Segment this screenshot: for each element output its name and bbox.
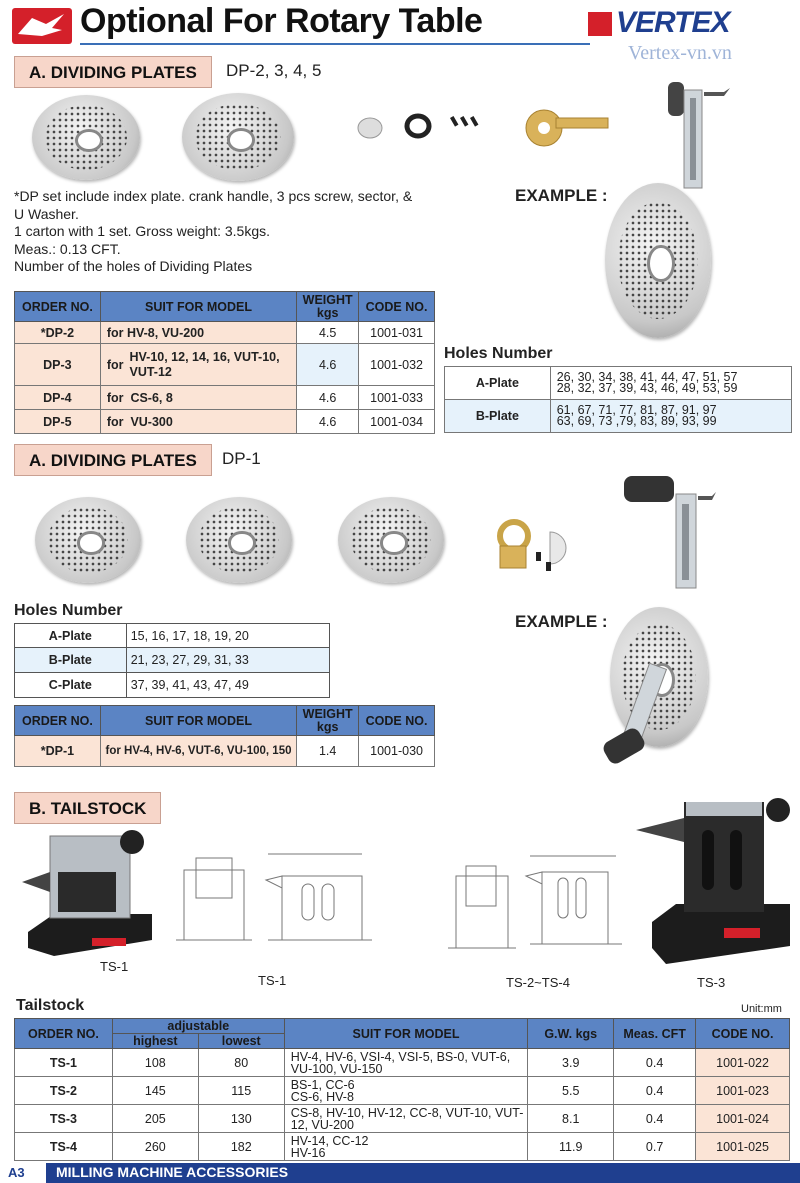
order-no: TS-1 <box>15 1049 113 1077</box>
col-header: WEIGHT kgs <box>297 706 359 736</box>
code-no: 1001-031 <box>359 322 435 344</box>
brand-logo-icon <box>588 12 612 36</box>
col-header: SUIT FOR MODEL <box>284 1019 528 1049</box>
table-row <box>15 344 435 386</box>
table-row <box>15 1049 790 1077</box>
page-title: Optional For Rotary Table <box>80 2 483 40</box>
plate-holes <box>550 367 791 400</box>
model <box>284 1077 528 1105</box>
model-line: HV-16 <box>290 1145 326 1160</box>
meas: 0.7 <box>614 1133 696 1161</box>
plate-label: B-Plate <box>15 648 127 673</box>
caption: TS-3 <box>697 975 726 990</box>
model-line: HV-4, HV-6, VSI-4, VSI-5, BS-0, VUT-6, <box>290 1049 511 1064</box>
weight: 4.6 <box>297 386 359 410</box>
plate-label: A-Plate <box>445 367 551 400</box>
weight: 4.5 <box>297 322 359 344</box>
section-a2-models: DP-1 <box>222 449 261 468</box>
code-no: 1001-030 <box>359 736 435 767</box>
model-line: VU-100, VU-150 <box>290 1061 383 1076</box>
code-no: 1001-024 <box>696 1105 790 1133</box>
table-row <box>15 386 435 410</box>
highest: 145 <box>112 1077 198 1105</box>
table-row <box>15 624 330 648</box>
dp1-table <box>14 705 435 767</box>
code-no: 1001-032 <box>359 344 435 386</box>
code-no: 1001-022 <box>696 1049 790 1077</box>
col-header: Meas. CFT <box>614 1019 696 1049</box>
highest: 108 <box>112 1049 198 1077</box>
example-crank-image <box>598 660 688 770</box>
col-header: highest <box>112 1034 198 1049</box>
example-label: EXAMPLE : <box>515 186 608 205</box>
dividing-plate-image <box>182 93 294 181</box>
plate-holes: 21, 23, 27, 29, 31, 33 <box>126 648 329 673</box>
section-a1-models: DP-2, 3, 4, 5 <box>226 61 322 80</box>
holes-line: 28, 32, 37, 39, 43, 46, 49, 53, 59 <box>556 381 738 395</box>
col-header: ORDER NO. <box>15 292 101 322</box>
caption: TS-1 <box>100 959 129 974</box>
order-no: TS-4 <box>15 1133 113 1161</box>
model-text: CS-6, 8 <box>130 390 173 405</box>
model: for HV-4, HV-6, VUT-6, VU-100, 150 <box>100 736 296 767</box>
model-line: CS-6, HV-8 <box>290 1089 354 1104</box>
plate-label: B-Plate <box>445 400 551 433</box>
gw: 3.9 <box>528 1049 614 1077</box>
holes-number-title: Holes Number <box>14 602 123 619</box>
plate-holes: 37, 39, 41, 43, 47, 49 <box>126 673 329 698</box>
table-row <box>15 322 435 344</box>
plate-holes: 15, 16, 17, 18, 19, 20 <box>126 624 329 648</box>
sector-image <box>490 512 590 578</box>
col-header: ORDER NO. <box>15 706 101 736</box>
col-header: lowest <box>198 1034 284 1049</box>
model-prefix: for <box>106 325 124 340</box>
order-no: DP-3 <box>15 344 101 386</box>
model <box>100 344 296 386</box>
table-row <box>15 410 435 434</box>
order-no: DP-5 <box>15 410 101 434</box>
dp-table <box>14 291 435 434</box>
brand-name: VERTEX <box>616 6 730 39</box>
code-no: 1001-025 <box>696 1133 790 1161</box>
section-a1-tag: A. DIVIDING PLATES <box>14 56 212 88</box>
meas: 0.4 <box>614 1049 696 1077</box>
footer-text: MILLING MACHINE ACCESSORIES <box>56 1164 289 1180</box>
model-line: 12, VU-200 <box>290 1117 354 1132</box>
lowest: 115 <box>198 1077 284 1105</box>
table-row <box>15 736 435 767</box>
example-label: EXAMPLE : <box>515 612 608 631</box>
dividing-plate-image <box>186 497 292 583</box>
example-plate-image <box>605 183 711 338</box>
tailstock-photo <box>14 828 158 958</box>
crank-handle-image <box>660 80 740 200</box>
brand-site: Vertex-vn.vn <box>628 42 732 64</box>
page-number: A3 <box>8 1165 25 1180</box>
highest: 260 <box>112 1133 198 1161</box>
crank-handle-image <box>618 474 718 594</box>
plate-label: A-Plate <box>15 624 127 648</box>
ts3-photo <box>630 796 794 972</box>
table-row <box>15 1077 790 1105</box>
meas: 0.4 <box>614 1105 696 1133</box>
gw: 5.5 <box>528 1077 614 1105</box>
col-header: adjustable <box>112 1019 284 1034</box>
order-no: DP-4 <box>15 386 101 410</box>
table-row <box>15 1105 790 1133</box>
model <box>284 1049 528 1077</box>
col-header: WEIGHT kgs <box>297 292 359 322</box>
weight: 4.6 <box>297 344 359 386</box>
col-header: G.W. kgs <box>528 1019 614 1049</box>
table-row <box>15 673 330 698</box>
model <box>100 410 296 434</box>
lowest: 182 <box>198 1133 284 1161</box>
holes-line: 26, 30, 34, 38, 41, 44, 47, 51, 57 <box>556 370 738 384</box>
code-no: 1001-033 <box>359 386 435 410</box>
table-row <box>445 367 792 400</box>
lowest: 80 <box>198 1049 284 1077</box>
weight: 4.6 <box>297 410 359 434</box>
code-no: 1001-034 <box>359 410 435 434</box>
tailstock-table-title: Tailstock <box>16 997 85 1014</box>
model-line: BS-1, CC-6 <box>290 1077 355 1092</box>
model <box>284 1105 528 1133</box>
gw: 8.1 <box>528 1105 614 1133</box>
caption: TS-2~TS-4 <box>506 975 570 990</box>
dividing-plate-image <box>35 497 141 583</box>
desc-line: U Washer. <box>14 205 79 222</box>
accessories-image <box>350 108 490 148</box>
unit-label: Unit:mm <box>741 1003 782 1015</box>
col-header: CODE NO. <box>696 1019 790 1049</box>
highest: 205 <box>112 1105 198 1133</box>
desc-line: Meas.: 0.13 CFT. <box>14 240 121 257</box>
order-no: *DP-2 <box>15 322 101 344</box>
model-prefix: for <box>106 357 124 372</box>
ts1-drawing <box>172 840 382 960</box>
table-row <box>15 648 330 673</box>
model-prefix: for <box>106 414 124 429</box>
model-line: HV-14, CC-12 <box>290 1133 369 1148</box>
desc-line: Number of the holes of Dividing Plates <box>14 258 253 274</box>
col-header: ORDER NO. <box>15 1019 113 1049</box>
meas: 0.4 <box>614 1077 696 1105</box>
sector-image <box>522 104 612 150</box>
tailstock-table <box>14 1018 790 1161</box>
col-header: CODE NO. <box>359 292 435 322</box>
section-b-tag: B. TAILSTOCK <box>14 792 161 824</box>
model <box>100 322 296 344</box>
plate-holes <box>550 400 791 433</box>
eagle-icon <box>12 8 72 44</box>
holes-line: 63, 69, 73 ,79, 83, 89, 93, 99 <box>556 414 717 428</box>
model-prefix: for <box>106 390 124 405</box>
model-text: VU-300 <box>130 414 173 429</box>
table-row <box>15 1133 790 1161</box>
holes-table-a1 <box>444 366 792 433</box>
model <box>284 1133 528 1161</box>
dividing-plate-image <box>338 497 444 583</box>
caption: TS-1 <box>258 973 287 988</box>
col-header: CODE NO. <box>359 706 435 736</box>
section-a2-tag: A. DIVIDING PLATES <box>14 444 212 476</box>
plate-label: C-Plate <box>15 673 127 698</box>
model-text: HV-10, 12, 14, 16, VUT-10, VUT-12 <box>129 349 280 379</box>
desc-line: 1 carton with 1 set. Gross weight: 3.5kgs. <box>14 223 271 239</box>
holes-line: 61, 67, 71, 77, 81, 87, 91, 97 <box>556 403 717 417</box>
desc-line: *DP set include index plate. crank handle, 3 pcs screw, sector, & <box>14 188 413 204</box>
col-header: SUIT FOR MODEL <box>100 292 296 322</box>
company-logo <box>12 8 72 44</box>
order-no: *DP-1 <box>15 736 101 767</box>
dividing-plate-image <box>32 95 140 180</box>
holes-table-a2 <box>14 623 330 698</box>
table-row <box>445 400 792 433</box>
code-no: 1001-023 <box>696 1077 790 1105</box>
model <box>100 386 296 410</box>
title-rule <box>80 43 590 45</box>
col-header: SUIT FOR MODEL <box>100 706 296 736</box>
order-no: TS-3 <box>15 1105 113 1133</box>
section-a1-description <box>14 188 444 276</box>
lowest: 130 <box>198 1105 284 1133</box>
order-no: TS-2 <box>15 1077 113 1105</box>
ts2-ts4-drawing <box>446 846 626 966</box>
model-line: CS-8, HV-10, HV-12, CC-8, VUT-10, VUT- <box>290 1105 524 1120</box>
model-text: HV-8, VU-200 <box>126 325 205 340</box>
weight: 1.4 <box>297 736 359 767</box>
gw: 11.9 <box>528 1133 614 1161</box>
holes-number-title: Holes Number <box>444 345 553 362</box>
